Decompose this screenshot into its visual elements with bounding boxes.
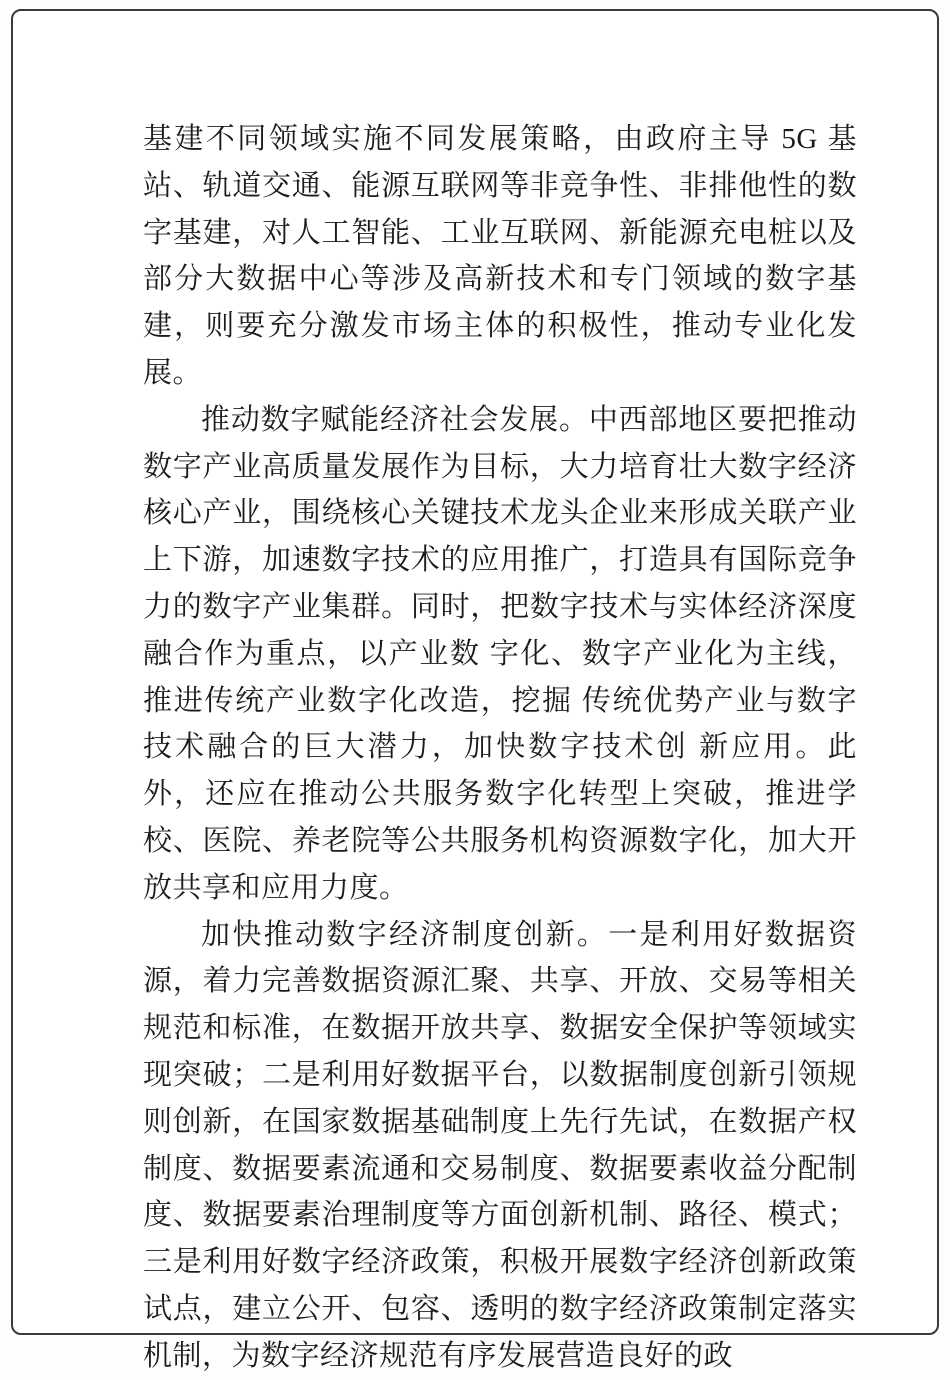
paragraph-digital-infrastructure: 基建不同领域实施不同发展策略，由政府主导 5G 基站、轨道交通、能源互联网等非竞争性、非排他性的数字基建，对人工智能、工业互联网、新能源充电桩以及部分大数据中心等涉及高新技术和专门领域的数字基建，则要充分激发市场主体的积极性，推动专业化发展。 <box>143 123 857 389</box>
paragraph-digital-empowerment: 推动数字赋能经济社会发展。中西部地区要把推动数字产业高质量发展作为目标，大力培育壮大数字经济核心产业，围绕核心关键技术龙头企业来形成关联产业上下游，加速数字技术的应用推广，打造具有国际竞争力的数字产业集群。同时，把数字技术与实体经济深度融合作为重点，以产业数 字化、数字产业化为主线，推进传统产业数字化改造，挖掘 传统优势产业与数字技术融合的巨大潜力，加快数字技术创 新应用。此外，还应在推动公共服务数字化转型上突破，推进学校、医院、养老院等公共服务机构资源数字化，加大开放共享和应用力度。 <box>143 403 857 904</box>
paragraph-institutional-innovation: 加快推动数字经济制度创新。一是利用好数据资源，着力完善数据资源汇聚、共享、开放、交易等相关规范和标准，在数据开放共享、数据安全保护等领域实现突破；二是利用好数据平台，以数据制度创新引领规则创新，在国家数据基础制度上先行先试，在数据产权制度、数据要素流通和交易制度、数据要素收益分配制度、数据要素治理制度等方面创新机制、路径、模式；三是利用好数字经济政策，积极开展数字经济创新政策试点，建立公开、包容、透明的数字经济政策制定落实机制，为数字经济规范有序发展营造良好的政 <box>143 918 857 1372</box>
page-text-block <box>143 116 857 1380</box>
